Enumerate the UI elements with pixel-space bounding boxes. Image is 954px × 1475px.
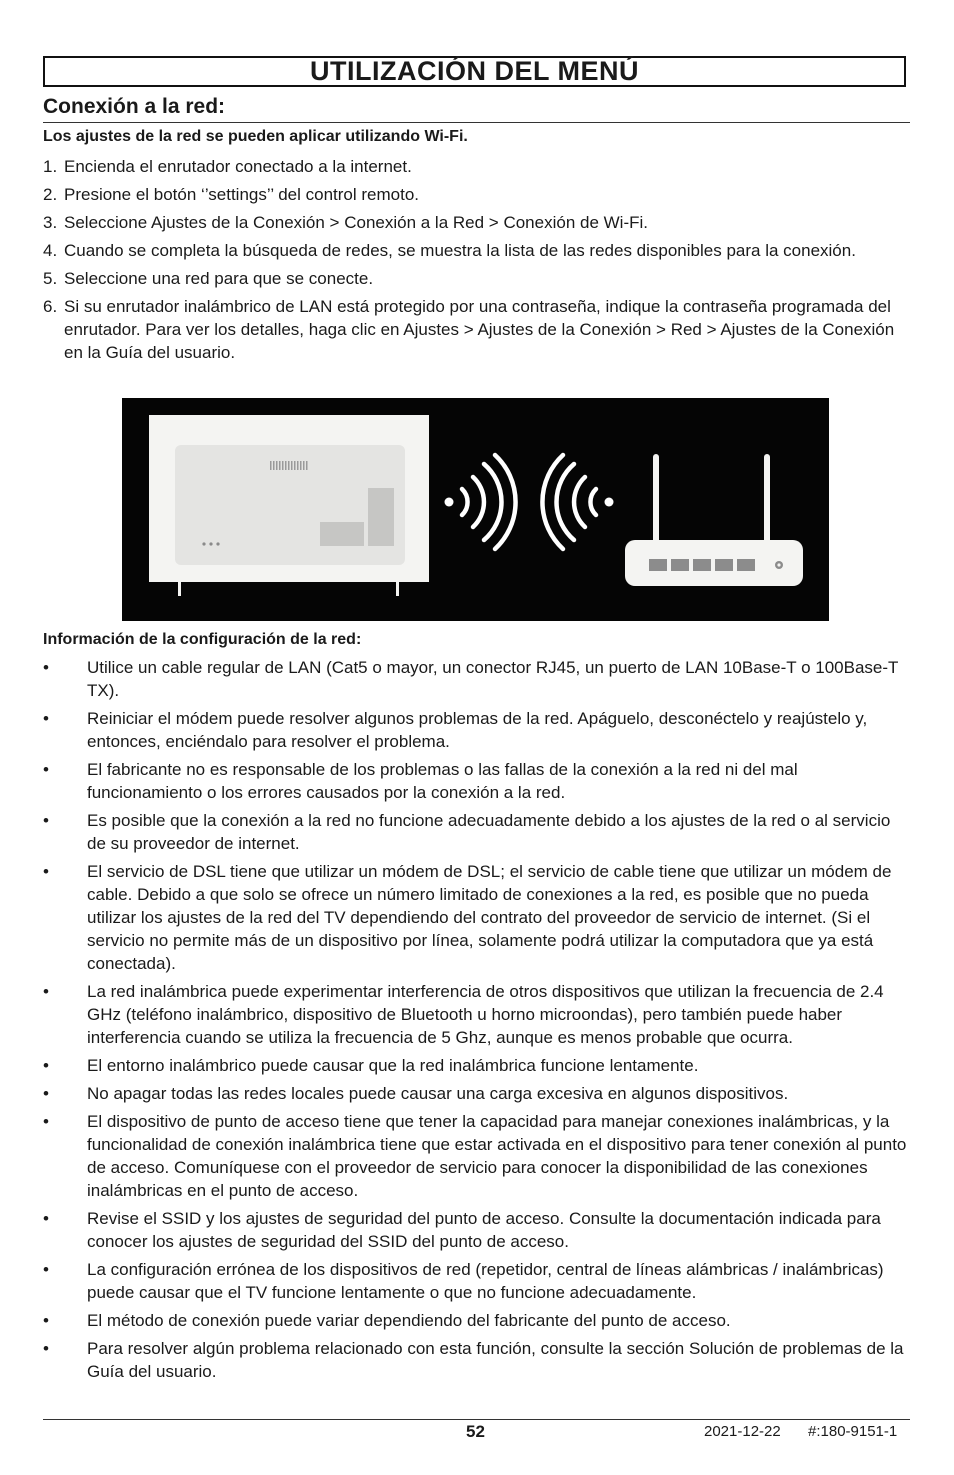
step-number: 5. bbox=[43, 269, 58, 288]
wifi-signal-icon bbox=[445, 455, 614, 549]
bullet-item bbox=[43, 980, 913, 1049]
bullet-marker: • bbox=[43, 862, 49, 881]
bullet-item bbox=[43, 707, 913, 753]
router-icon bbox=[625, 454, 803, 586]
bullet-marker: • bbox=[43, 709, 49, 728]
bullet-text: La red inalámbrica puede experimentar interferencia de otros dispositivos que utilizan la frecuencia de 2.4 GHz (teléfono inalámbrico, dispositivo de Bluetooth u horno microondas), pero también puede haber interferencia cuando se utiliza la frecuencia de 5 Ghz, aunque es menos probable que ocurra. bbox=[87, 982, 884, 1047]
step-item bbox=[43, 211, 913, 234]
step-number: 1. bbox=[43, 157, 58, 176]
step-item bbox=[43, 295, 913, 364]
step-number: 2. bbox=[43, 185, 58, 204]
bullet-marker: • bbox=[43, 760, 49, 779]
step-item bbox=[43, 155, 913, 178]
step-item bbox=[43, 267, 913, 290]
bullet-item bbox=[43, 1082, 913, 1105]
step-text: Cuando se completa la búsqueda de redes, se muestra la lista de las redes disponibles para la conexión. bbox=[64, 241, 856, 260]
bullet-text: Reiniciar el módem puede resolver algunos problemas de la red. Apáguelo, desconéctelo y reajústelo y, entonces, enciéndalo para resolver el problema. bbox=[87, 709, 868, 751]
bullet-marker: • bbox=[43, 1112, 49, 1131]
step-text: Seleccione una red para que se conecte. bbox=[64, 269, 374, 288]
bullet-marker: • bbox=[43, 658, 49, 677]
bullet-item bbox=[43, 1054, 913, 1077]
info-heading: Información de la configuración de la red: bbox=[43, 631, 362, 648]
bullet-marker: • bbox=[43, 1209, 49, 1228]
document-date: 2021-12-22 bbox=[704, 1423, 781, 1440]
step-text: Encienda el enrutador conectado a la internet. bbox=[64, 157, 412, 176]
bullet-item bbox=[43, 860, 913, 975]
wifi-connection-illustration bbox=[122, 398, 829, 621]
bullet-text: Para resolver algún problema relacionado con esta función, consulte la sección Solución de problemas de la Guía del usuario. bbox=[87, 1339, 904, 1381]
bullet-marker: • bbox=[43, 1260, 49, 1279]
bullet-text: No apagar todas las redes locales puede causar una carga excesiva en algunos dispositivos. bbox=[87, 1084, 789, 1103]
bullet-item bbox=[43, 1207, 913, 1253]
bullet-text: Es posible que la conexión a la red no funcione adecuadamente debido a los ajustes de la red o al servicio de su proveedor de internet. bbox=[87, 811, 891, 853]
bullet-text: El entorno inalámbrico puede causar que la red inalámbrica funcione lentamente. bbox=[87, 1056, 699, 1075]
illustration-svg bbox=[122, 398, 829, 621]
step-text: Seleccione Ajustes de la Conexión > Conexión a la Red > Conexión de Wi-Fi. bbox=[64, 213, 649, 232]
bullet-text: Revise el SSID y los ajustes de seguridad del punto de acceso. Consulte la documentación indicada para conocer los ajustes de seguridad del SSID del punto de acceso. bbox=[87, 1209, 881, 1251]
info-bullet-list bbox=[43, 656, 913, 1388]
bullet-text: Utilice un cable regular de LAN (Cat5 o mayor, un conector RJ45, un puerto de LAN 10Base-T o 100Base-T TX). bbox=[87, 658, 899, 700]
bullet-item bbox=[43, 1110, 913, 1202]
bullet-item bbox=[43, 1309, 913, 1332]
step-text: Si su enrutador inalámbrico de LAN está protegido por una contraseña, indique la contraseña programada del enrutador. Para ver los detalles, haga clic en Ajustes > Ajustes de la Conexión > Red > Ajustes de la Conexión en la Guía del usuario. bbox=[64, 297, 895, 362]
bullet-text: El dispositivo de punto de acceso tiene que tener la capacidad para manejar conexiones inalámbricas, y la funcionalidad de conexión inalámbrica tiene que estar activada en el dispositivo para tener conexión al punto de acceso. Comuníquese con el proveedor de servicio para conocer la disponibilidad de las conexiones inalámbricas en el punto de acceso. bbox=[87, 1112, 907, 1200]
intro-text: Los ajustes de la red se pueden aplicar utilizando Wi-Fi. bbox=[43, 128, 468, 145]
bullet-text: La configuración errónea de los dispositivos de red (repetidor, central de líneas alámbricas / inalámbricas) puede causar que el TV funcione lentamente o que no funcione adecuadamente. bbox=[87, 1260, 884, 1302]
step-item bbox=[43, 239, 913, 262]
bullet-item bbox=[43, 1337, 913, 1383]
section-heading: Conexión a la red: bbox=[43, 94, 910, 123]
footer-divider bbox=[43, 1419, 910, 1420]
bullet-item bbox=[43, 809, 913, 855]
page-number: 52 bbox=[466, 1422, 485, 1441]
tv-back-icon bbox=[149, 415, 429, 596]
step-number: 4. bbox=[43, 241, 58, 260]
step-number: 3. bbox=[43, 213, 58, 232]
bullet-item bbox=[43, 1258, 913, 1304]
document-id: #:180-9151-1 bbox=[808, 1423, 898, 1440]
bullet-marker: • bbox=[43, 1084, 49, 1103]
steps-list bbox=[43, 155, 913, 369]
bullet-text: El fabricante no es responsable de los problemas o las fallas de la conexión a la red ni del mal funcionamiento o los errores causados por la conexión a la red. bbox=[87, 760, 798, 802]
bullet-item bbox=[43, 656, 913, 702]
bullet-text: El servicio de DSL tiene que utilizar un módem de DSL; el servicio de cable tiene que utilizar un módem de cable. Debido a que solo se ofrece un número limitado de conexiones a la red, es posible que no pueda utilizar los ajustes de la red del TV dependiendo del contrato del proveedor de servicio de internet. (Si el servicio no permite más de un dispositivo por línea, solamente podrá utilizar la computadora que ya está conectada). bbox=[87, 862, 892, 973]
step-text: Presione el botón ‘’settings’’ del control remoto. bbox=[64, 185, 419, 204]
bullet-marker: • bbox=[43, 1339, 49, 1358]
bullet-marker: • bbox=[43, 982, 49, 1001]
bullet-marker: • bbox=[43, 1056, 49, 1075]
bullet-marker: • bbox=[43, 811, 49, 830]
page-title-box bbox=[43, 56, 906, 87]
page-title: UTILIZACIÓN DEL MENÚ bbox=[310, 56, 639, 86]
step-item bbox=[43, 183, 913, 206]
bullet-text: El método de conexión puede variar dependiendo del fabricante del punto de acceso. bbox=[87, 1311, 731, 1330]
step-number: 6. bbox=[43, 297, 58, 316]
bullet-item bbox=[43, 758, 913, 804]
bullet-marker: • bbox=[43, 1311, 49, 1330]
